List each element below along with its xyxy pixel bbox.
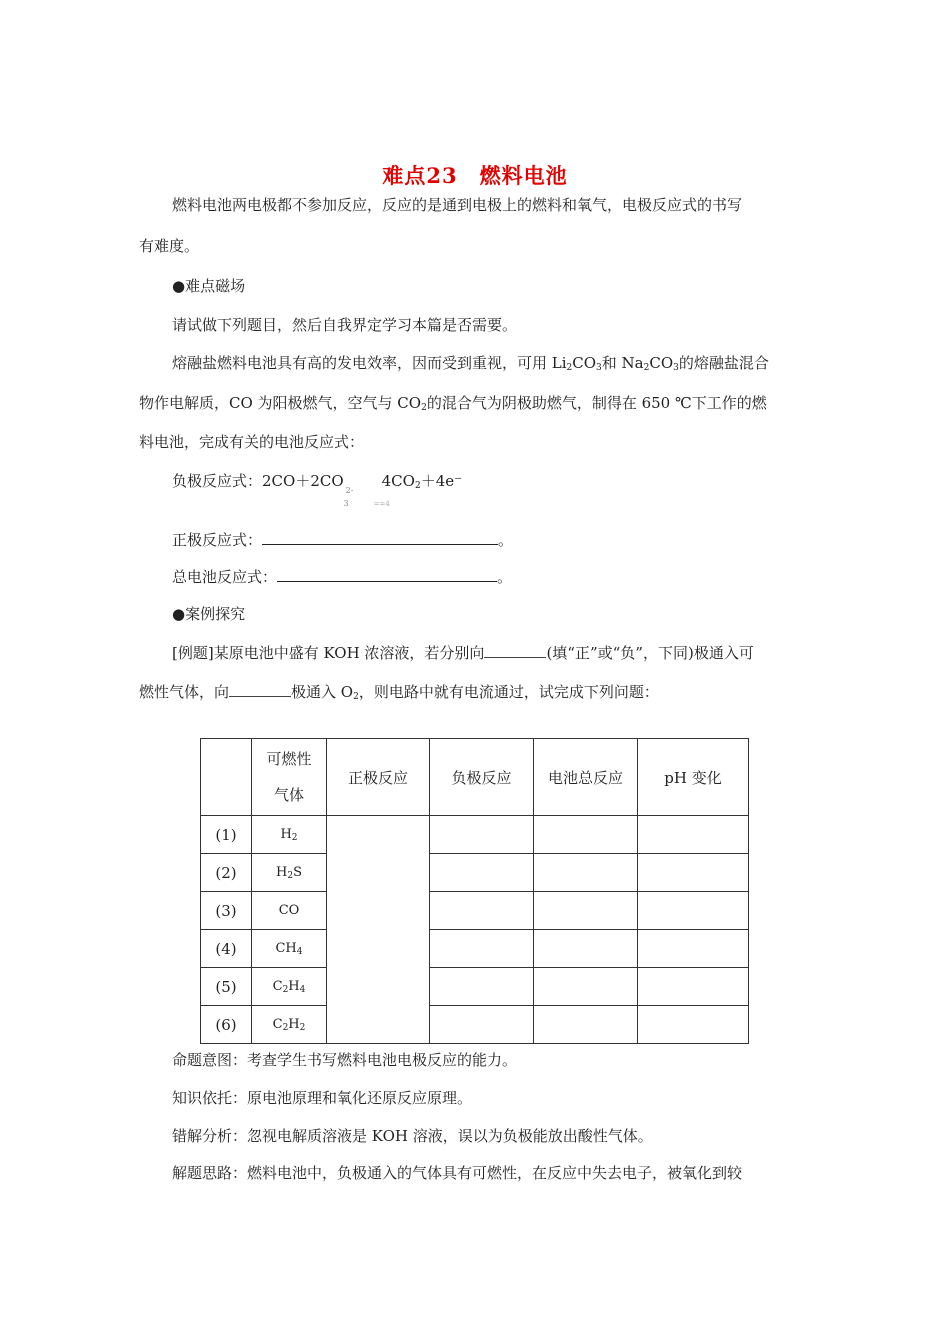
- ph-change-cell[interactable]: [638, 1006, 749, 1044]
- positive-answer-blank[interactable]: [262, 530, 498, 545]
- table-row: [201, 930, 749, 968]
- negative-reaction-cell[interactable]: [430, 854, 534, 892]
- table-header-negative: 负极反应: [430, 739, 534, 816]
- table-header-positive: 正极反应: [327, 739, 430, 816]
- negative-electrode-reaction: 负极反应式：2CO＋2CO 2- 3 ==4 $4CO_2+4e^-$: [172, 472, 463, 508]
- gas-cell: CO: [252, 892, 327, 930]
- intro-line-2: 有难度。: [139, 237, 200, 255]
- gas-cell: $H_2S$: [252, 854, 327, 892]
- table-row: [201, 892, 749, 930]
- ph-change-cell[interactable]: [638, 968, 749, 1006]
- table-row: [201, 816, 749, 854]
- negative-reaction-cell[interactable]: [430, 1006, 534, 1044]
- note-solution: 解题思路：燃料电池中，负极通入的气体具有可燃性，在反应中失去电子，被氧化到较: [172, 1164, 743, 1182]
- total-reaction-cell[interactable]: [534, 816, 638, 854]
- negative-reaction-cell[interactable]: [430, 930, 534, 968]
- note-knowledge: 知识依托：原电池原理和氧化还原反应原理。: [172, 1089, 473, 1107]
- row-index: (6): [201, 1006, 252, 1044]
- total-cell-reaction: 总电池反应式： 。: [172, 568, 513, 586]
- total-reaction-cell[interactable]: [534, 892, 638, 930]
- table-row: [201, 968, 749, 1006]
- example-line-1: [例题]某原电池中盛有 KOH 浓溶液，若分别向 (填“正”或“负”，下同)极通入可: [172, 644, 754, 662]
- row-index: (2): [201, 854, 252, 892]
- row-index: (5): [201, 968, 252, 1006]
- gas-cell: $C_2H_2$: [252, 1006, 327, 1044]
- negative-reaction-cell[interactable]: [430, 892, 534, 930]
- total-reaction-cell[interactable]: [534, 1006, 638, 1044]
- carbonate-ion-notation: 2- 3 ==4: [343, 486, 390, 508]
- positive-electrode-reaction: 正极反应式： 。: [172, 531, 514, 549]
- positive-reaction-merged-cell[interactable]: [327, 816, 430, 1044]
- table-header-ph: pH 变化: [638, 739, 749, 816]
- section-heading-case: ●案例探究: [172, 605, 246, 623]
- total-answer-blank[interactable]: [277, 567, 497, 582]
- negative-reaction-cell[interactable]: [430, 816, 534, 854]
- problem-line-2: 物作电解质，CO 为阳极燃气，空气与 $CO_2$的混合气为阴极助燃气，制得在 650 ℃下工作的燃: [139, 394, 767, 413]
- ph-change-cell[interactable]: [638, 854, 749, 892]
- row-index: (1): [201, 816, 252, 854]
- gas-cell: $CH_4$: [252, 930, 327, 968]
- title-text: 燃料电池: [479, 163, 568, 188]
- note-error-analysis: 错解分析：忽视电解质溶液是 KOH 溶液，误以为负极能放出酸性气体。: [172, 1127, 653, 1145]
- total-reaction-cell[interactable]: [534, 854, 638, 892]
- row-index: (4): [201, 930, 252, 968]
- section-heading-magnetic: ●难点磁场: [172, 277, 246, 295]
- row-index: (3): [201, 892, 252, 930]
- total-reaction-cell[interactable]: [534, 930, 638, 968]
- fuel-cell-table: [200, 738, 749, 1044]
- table-header-total: 电池总反应: [534, 739, 638, 816]
- note-intent: 命题意图：考查学生书写燃料电池电极反应的能力。: [172, 1051, 518, 1069]
- table-header-row: [201, 739, 749, 816]
- example-line-2: 燃性气体，向 极通入 $O_2$，则电路中就有电流通过，试完成下列问题：: [139, 683, 659, 702]
- ph-change-cell[interactable]: [638, 816, 749, 854]
- total-reaction-cell[interactable]: [534, 968, 638, 1006]
- page-title: [0, 160, 950, 190]
- problem-line-1: 熔融盐燃料电池具有高的发电效率，因而受到重视，可用 $Li_2CO_3$和 $Na_2CO_3$的熔融盐混合: [172, 354, 769, 373]
- ph-change-cell[interactable]: [638, 892, 749, 930]
- title-number: 难点23: [382, 163, 458, 188]
- table-header-gas: 可燃性 气体: [252, 739, 327, 816]
- table-header-cell: [201, 739, 252, 816]
- electrode-blank-2[interactable]: [229, 682, 291, 697]
- gas-cell: $H_2$: [252, 816, 327, 854]
- table-row: [201, 1006, 749, 1044]
- intro-line-1: 燃料电池两电极都不参加反应，反应的是通到电极上的燃料和氧气，电极反应式的书写: [172, 196, 743, 214]
- problem-line-3: 料电池，完成有关的电池反应式：: [139, 433, 365, 451]
- gas-cell: $C_2H_4$: [252, 968, 327, 1006]
- ph-change-cell[interactable]: [638, 930, 749, 968]
- table-row: [201, 854, 749, 892]
- prompt-text: 请试做下列题目，然后自我界定学习本篇是否需要。: [172, 316, 518, 334]
- electrode-blank-1[interactable]: [484, 643, 546, 658]
- negative-reaction-cell[interactable]: [430, 968, 534, 1006]
